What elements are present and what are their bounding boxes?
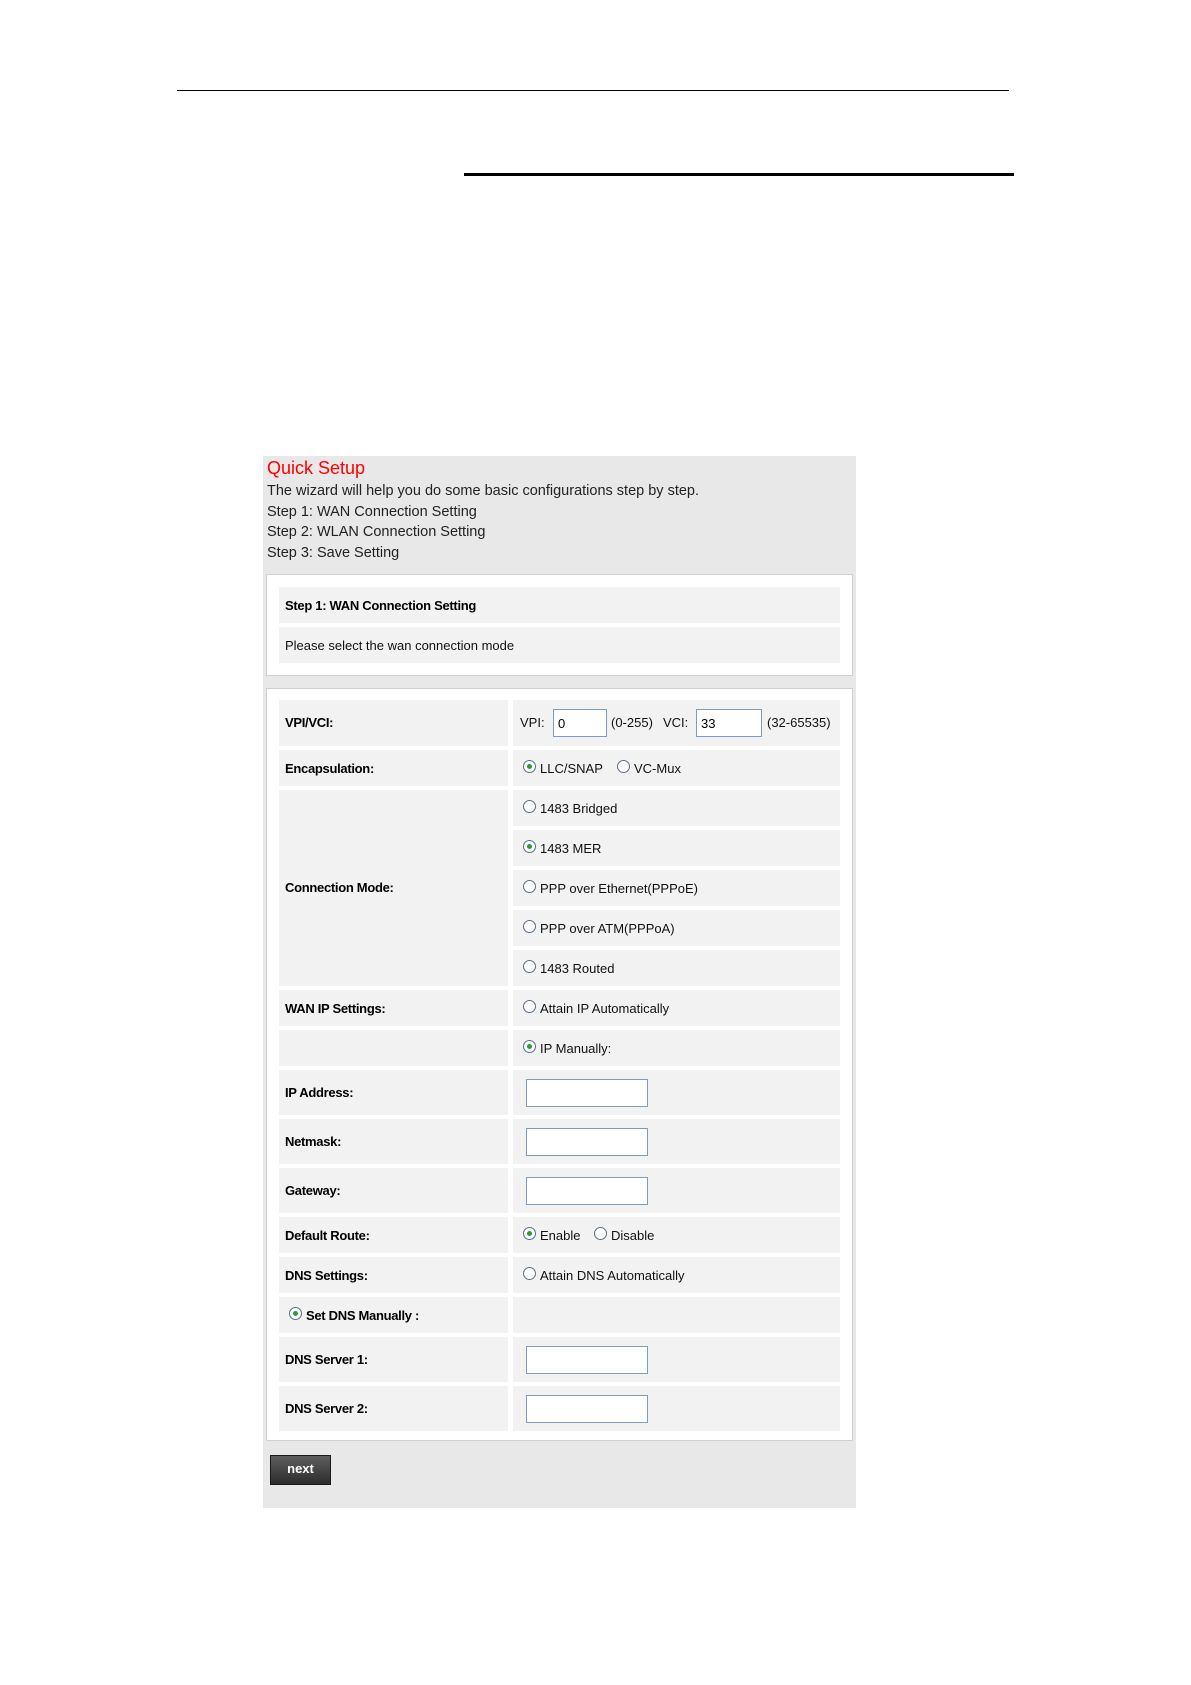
bridged-radio[interactable] [523,800,536,813]
connection-mode-label: Connection Mode: [285,880,394,895]
ip-address-label-cell [279,1070,508,1115]
dns1-value-cell [513,1337,840,1382]
llc-snap-label: LLC/SNAP [540,761,603,776]
wizard-step-1: Step 1: WAN Connection Setting [267,504,477,520]
wizard-intro: The wizard will help you do some basic configurations step by step. [267,483,699,499]
pppoa-label: PPP over ATM(PPPoA) [540,921,675,936]
gateway-input[interactable] [526,1177,648,1205]
vpi-vci-label: VPI/VCI: [285,715,334,730]
connection-mode-label-cell [279,790,508,986]
wan-ip-blank-cell [279,1030,508,1066]
wizard-step-2: Step 2: WLAN Connection Setting [267,524,486,540]
wan-ip-label-cell [279,990,508,1026]
wan-settings-form [266,688,853,1441]
default-route-label-cell [279,1217,508,1253]
mode-row-1483-bridged [513,790,840,826]
wan-ip-label: WAN IP Settings: [285,1001,386,1016]
step-heading-row [279,587,840,623]
dns-settings-label-cell [279,1257,508,1293]
ip-address-input[interactable] [526,1079,648,1107]
ip-address-label: IP Address: [285,1085,354,1100]
wan-ip-auto-row [513,990,840,1026]
routed-label: 1483 Routed [540,961,615,976]
dns2-input[interactable] [526,1395,648,1423]
vpi-vci-label-cell [279,700,508,746]
pppoa-radio[interactable] [523,920,536,933]
vci-range: (32-65535) [767,715,831,730]
attain-dns-radio[interactable] [523,1267,536,1280]
dns2-label-cell [279,1386,508,1431]
vc-mux-label: VC-Mux [634,761,681,776]
ip-manually-radio[interactable] [523,1040,536,1053]
dns1-input[interactable] [526,1346,648,1374]
llc-snap-radio[interactable] [523,760,536,773]
enable-label: Enable [540,1228,581,1243]
step-instruction: Please select the wan connection mode [285,638,515,653]
step-heading: Step 1: WAN Connection Setting [285,598,477,613]
set-dns-manually-radio[interactable] [289,1307,302,1320]
vci-label: VCI: [663,715,689,730]
dns2-label: DNS Server 2: [285,1401,368,1416]
dns2-value-cell [513,1386,840,1431]
attain-dns-label: Attain DNS Automatically [540,1268,685,1283]
dns1-label: DNS Server 1: [285,1352,368,1367]
disable-radio[interactable] [594,1227,607,1240]
mode-row-1483-mer [513,830,840,866]
netmask-label-cell [279,1119,508,1164]
vpi-range: (0-255) [611,715,653,730]
encapsulation-value-cell [513,750,840,786]
mer-label: 1483 MER [540,841,602,856]
vc-mux-radio[interactable] [617,760,630,773]
default-route-value-cell [513,1217,840,1253]
attain-ip-label: Attain IP Automatically [540,1001,670,1016]
enable-radio[interactable] [523,1227,536,1240]
attain-ip-radio[interactable] [523,1000,536,1013]
gateway-label-cell [279,1168,508,1213]
vpi-label: VPI: [520,715,545,730]
pppoe-radio[interactable] [523,880,536,893]
encapsulation-label: Encapsulation: [285,761,374,776]
mode-row-pppoe [513,870,840,906]
step-instruction-row [279,627,840,663]
routed-radio[interactable] [523,960,536,973]
page-title: Quick Setup [267,458,366,478]
default-route-label: Default Route: [285,1228,370,1243]
mode-row-pppoa [513,910,840,946]
netmask-value-cell [513,1119,840,1164]
mer-radio[interactable] [523,840,536,853]
ip-manually-label: IP Manually: [540,1041,612,1056]
next-button[interactable]: next [270,1455,331,1485]
mode-row-1483-routed [513,950,840,986]
chapter-rule [464,173,1014,176]
set-dns-manually-label: Set DNS Manually : [306,1308,420,1323]
wan-ip-manual-row [513,1030,840,1066]
gateway-label: Gateway: [285,1183,341,1198]
vci-input[interactable] [696,709,762,737]
dns-settings-label: DNS Settings: [285,1268,368,1283]
netmask-label: Netmask: [285,1134,342,1149]
vpi-input[interactable] [553,709,607,737]
disable-label: Disable [611,1228,655,1243]
dns1-label-cell [279,1337,508,1382]
wizard-step-3: Step 3: Save Setting [267,545,400,561]
step-box [266,574,853,676]
gateway-value-cell [513,1168,840,1213]
dns-manual-blank-cell [513,1297,840,1333]
ip-address-value-cell [513,1070,840,1115]
dns-auto-row [513,1257,840,1293]
netmask-input[interactable] [526,1128,648,1156]
quick-setup-panel [263,456,856,1508]
pppoe-label: PPP over Ethernet(PPPoE) [540,881,699,896]
encapsulation-label-cell [279,750,508,786]
dns-manual-cell [279,1297,508,1333]
bridged-label: 1483 Bridged [540,801,618,816]
vpi-vci-value-cell [513,700,840,746]
header-rule [177,90,1009,91]
